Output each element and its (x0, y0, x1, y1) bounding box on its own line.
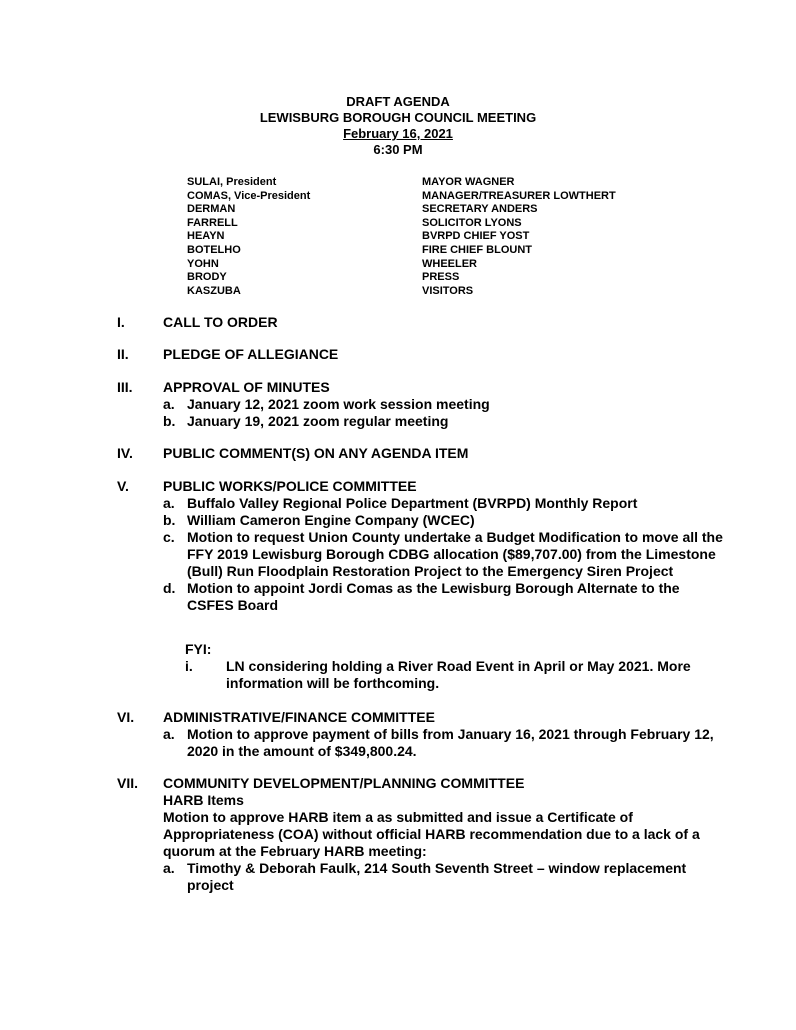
attendee: YOHN (187, 257, 219, 270)
section-number: V. (117, 478, 129, 494)
meeting-time: 6:30 PM (373, 142, 423, 157)
list-item (163, 726, 723, 760)
item-letter: a. (163, 396, 175, 412)
attendee: WHEELER (422, 257, 477, 270)
section-number: III. (117, 379, 133, 395)
section-items (163, 396, 723, 430)
meeting-date: February 16, 2021 (343, 126, 453, 141)
attendee: MANAGER/TREASURER LOWTHERT (422, 189, 616, 202)
attendee: HEAYN (187, 230, 225, 243)
fyi-text: LN considering holding a River Road Event in April or May 2021. More information will be forthcoming. (226, 658, 691, 691)
section-title: COMMUNITY DEVELOPMENT/PLANNING COMMITTEE (163, 775, 525, 791)
agenda-header (0, 94, 796, 158)
attendee: FARRELL (187, 216, 238, 229)
fyi-number: i. (185, 658, 193, 674)
section-title: ADMINISTRATIVE/FINANCE COMMITTEE (163, 709, 435, 725)
item-text: January 19, 2021 zoom regular meeting (187, 413, 449, 429)
section-subtitle: HARB Items (163, 792, 244, 808)
attendee: BOTELHO (187, 243, 241, 256)
attendee: PRESS (422, 271, 460, 284)
item-letter: c. (163, 529, 175, 545)
list-item (163, 529, 723, 580)
item-text: Motion to request Union County undertake a Budget Modification to move all the FFY 2019 Lewisburg Borough CDBG allocation ($89,707.00) from the Limestone (Bull) Run Floodplain Restoration Project to the Emergency Siren Project (187, 529, 723, 579)
attendee: SOLICITOR LYONS (422, 216, 522, 229)
section-number: VII. (117, 775, 139, 791)
attendee: KASZUBA (187, 284, 241, 297)
list-item (163, 580, 723, 614)
attendee: BVRPD CHIEF YOST (422, 230, 530, 243)
item-text: Buffalo Valley Regional Police Department (BVRPD) Monthly Report (187, 495, 638, 511)
fyi-label: FYI: (185, 641, 212, 657)
item-letter: a. (163, 726, 175, 742)
item-text: Timothy & Deborah Faulk, 214 South Seventh Street – window replacement project (187, 860, 687, 893)
item-letter: a. (163, 860, 175, 876)
item-letter: b. (163, 413, 176, 429)
section-items (163, 726, 723, 760)
attendee: SULAI, President (187, 176, 277, 188)
section-number: II. (117, 346, 129, 362)
meeting-name: LEWISBURG BOROUGH COUNCIL MEETING (259, 110, 537, 125)
list-item (163, 860, 723, 894)
list-item (163, 512, 723, 529)
attendee: COMAS, Vice-President (187, 189, 311, 202)
section-title: CALL TO ORDER (163, 314, 278, 330)
attendee: SECRETARY ANDERS (422, 203, 538, 216)
item-letter: d. (163, 580, 176, 596)
section-number: I. (117, 314, 125, 330)
list-item (163, 495, 723, 512)
section-title: PUBLIC COMMENT(S) ON ANY AGENDA ITEM (163, 445, 469, 461)
list-item (163, 396, 723, 413)
attendee: FIRE CHIEF BLOUNT (422, 243, 532, 256)
attendee: MAYOR WAGNER (422, 176, 515, 188)
list-item (163, 413, 723, 430)
item-text: January 12, 2021 zoom work session meeting (187, 396, 490, 412)
item-letter: a. (163, 495, 175, 511)
council-members-list (187, 176, 310, 298)
section-title: APPROVAL OF MINUTES (163, 379, 330, 395)
section-title: PUBLIC WORKS/POLICE COMMITTEE (163, 478, 417, 494)
attendee: VISITORS (422, 284, 474, 297)
section-number: IV. (117, 445, 133, 461)
item-text: Motion to approve payment of bills from January 16, 2021 through February 12, 2020 in the amount of $349,800.24. (187, 726, 714, 759)
section-number: VI. (117, 709, 135, 725)
item-text: William Cameron Engine Company (WCEC) (187, 512, 475, 528)
section-items (163, 495, 723, 614)
section-items (163, 792, 723, 894)
document-title: DRAFT AGENDA (346, 94, 450, 109)
attendee: BRODY (187, 271, 227, 284)
item-text: Motion to appoint Jordi Comas as the Lewisburg Borough Alternate to the CSFES Board (187, 580, 680, 613)
officials-list (422, 176, 616, 298)
harb-motion-text: Motion to approve HARB item a as submitted and issue a Certificate of Appropriateness (COA) without official HARB recommendation due to a lack of a quorum at the February HARB meeting: (163, 809, 700, 859)
attendee: DERMAN (187, 203, 236, 216)
section-title: PLEDGE OF ALLEGIANCE (163, 346, 339, 362)
item-letter: b. (163, 512, 176, 528)
